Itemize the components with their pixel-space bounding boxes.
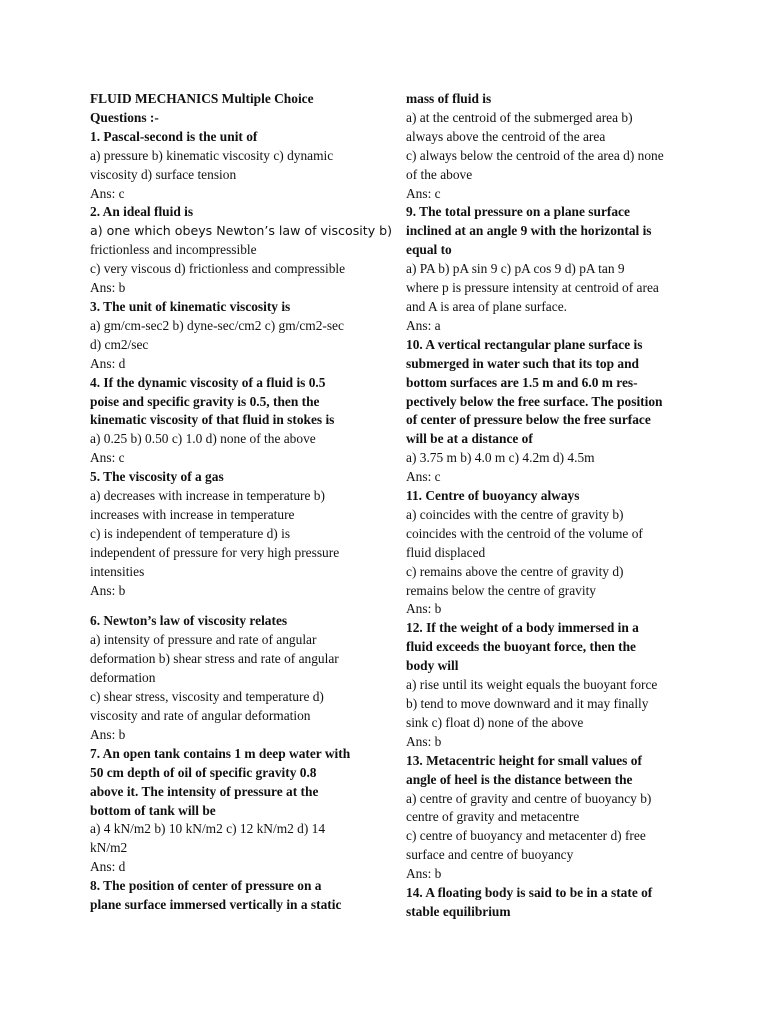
question-text-line: bottom surfaces are 1.5 m and 6.0 m res-	[406, 374, 638, 390]
body-text-line: of the above	[406, 166, 473, 182]
body-text-line: Ans: c	[406, 185, 441, 201]
body-text-line: a) coincides with the centre of gravity b)	[406, 506, 624, 522]
question-text-line: of center of pressure below the free surface	[406, 412, 651, 428]
body-text-line: Ans: b	[90, 280, 126, 296]
body-text-line: c) is independent of temperature d) is	[90, 525, 291, 541]
question-text-line: 5. The viscosity of a gas	[90, 469, 224, 485]
question-text-line: 6. Newton’s law of viscosity relates	[90, 613, 288, 629]
body-text-line: surface and centre of buoyancy	[406, 847, 574, 863]
question-text-line: pectively below the free surface. The position	[406, 393, 663, 409]
body-text-line: remains below the centre of gravity	[406, 582, 596, 598]
body-text-line: a) 4 kN/m2 b) 10 kN/m2 c) 12 kN/m2 d) 14	[90, 821, 326, 837]
question-text-line: plane surface immersed vertically in a static	[90, 897, 342, 913]
question-text-line: above it. The intensity of pressure at the	[90, 783, 319, 799]
question-text-line: fluid exceeds the buoyant force, then the	[406, 639, 636, 655]
question-text-line: 14. A floating body is said to be in a state of	[406, 885, 653, 901]
body-text-line: a) centre of gravity and centre of buoyancy b)	[406, 790, 652, 806]
question-text-line: body will	[406, 658, 459, 674]
body-text-line: c) centre of buoyancy and metacenter d) free	[406, 828, 646, 844]
body-text-line: coincides with the centroid of the volume of	[406, 525, 643, 541]
body-text-line: a) gm/cm-sec2 b) dyne-sec/cm2 c) gm/cm2-sec	[90, 317, 344, 333]
question-text-line: angle of heel is the distance between the	[406, 771, 633, 787]
body-text-line: Ans: b	[90, 726, 126, 742]
body-text-line: always above the centroid of the area	[406, 128, 606, 144]
body-text-line: a) rise until its weight equals the buoyant force	[406, 677, 658, 693]
body-text-line: a) intensity of pressure and rate of angular	[90, 632, 317, 648]
question-text-line: inclined at an angle 9 with the horizontal is	[406, 223, 652, 239]
question-text-line: mass of fluid is	[406, 91, 492, 106]
body-text-line: Ans: c	[90, 450, 125, 466]
body-text-line: increases with increase in temperature	[90, 506, 295, 522]
question-text-line: kinematic viscosity of that fluid in stokes is	[90, 412, 335, 428]
body-text-line: d) cm2/sec	[90, 336, 149, 352]
body-text-line: a) 0.25 b) 0.50 c) 1.0 d) none of the above	[90, 431, 316, 447]
body-text-line: sink c) float d) none of the above	[406, 714, 584, 730]
body-text-line: a) at the centroid of the submerged area b)	[406, 109, 633, 125]
question-text-line: 1. Pascal-second is the unit of	[90, 128, 258, 144]
body-text-line: viscosity and rate of angular deformation	[90, 708, 311, 723]
body-text-line: fluid displaced	[406, 544, 486, 560]
body-text-line: Ans: b	[406, 601, 442, 617]
paragraph-gap	[90, 600, 382, 612]
question-text-line: 4. If the dynamic viscosity of a fluid is 0.5	[90, 374, 326, 390]
question-text-line: submerged in water such that its top and	[406, 355, 639, 371]
body-text-line: c) remains above the centre of gravity d)	[406, 563, 624, 579]
body-text-line: independent of pressure for very high pressure	[90, 544, 340, 560]
question-text-line: FLUID MECHANICS Multiple Choice	[90, 91, 314, 106]
body-text-line: a) 3.75 m b) 4.0 m c) 4.2m d) 4.5m	[406, 450, 595, 466]
right-column	[406, 90, 682, 922]
body-text-line: deformation b) shear stress and rate of angular	[90, 651, 339, 667]
body-text-line: viscosity d) surface tension	[90, 166, 237, 182]
question-text-line: 12. If the weight of a body immersed in a	[406, 620, 639, 636]
body-text-line: c) very viscous d) frictionless and compressible	[90, 261, 346, 277]
body-text-line: intensities	[90, 563, 145, 579]
question-text-line: 3. The unit of kinematic viscosity is	[90, 298, 291, 314]
body-text-line: Ans: b	[406, 866, 442, 882]
question-text-line: poise and specific gravity is 0.5, then the	[90, 393, 320, 409]
question-text-line: equal to	[406, 242, 452, 258]
body-text-line: Ans: b	[406, 733, 442, 749]
body-text-line: Ans: b	[90, 582, 126, 598]
question-text-line: 13. Metacentric height for small values of	[406, 752, 642, 768]
body-text-line: where p is pressure intensity at centroid of area	[406, 280, 659, 296]
body-text-line: Ans: d	[90, 859, 126, 875]
body-text-line: Ans: c	[406, 469, 441, 485]
question-text-line: stable equilibrium	[406, 903, 511, 919]
body-text-line: kN/m2	[90, 840, 128, 856]
body-text-line: a) decreases with increase in temperature b)	[90, 488, 325, 504]
body-text-line: Ans: d	[90, 355, 126, 371]
body-text-line: a) PA b) pA sin 9 c) pA cos 9 d) pA tan 9	[406, 261, 625, 277]
body-text-line: Ans: c	[90, 185, 125, 201]
body-text-line: deformation	[90, 670, 156, 686]
question-text-line: bottom of tank will be	[90, 802, 216, 818]
body-text-line: a) pressure b) kinematic viscosity c) dynamic	[90, 147, 334, 163]
question-text-line: 7. An open tank contains 1 m deep water with	[90, 745, 351, 761]
body-text-line: a) one which obeys Newton’s law of viscosity b)	[90, 223, 393, 239]
left-column	[90, 90, 393, 915]
body-text-line: c) always below the centroid of the area d) none	[406, 147, 664, 163]
question-text-line: 11. Centre of buoyancy always	[406, 488, 580, 504]
question-text-line: Questions :-	[90, 109, 159, 125]
question-text-line: will be at a distance of	[406, 431, 533, 447]
question-text-line: 50 cm depth of oil of specific gravity 0.8	[90, 764, 317, 780]
question-text-line: 8. The position of center of pressure on a	[90, 878, 322, 894]
question-text-line: 2. An ideal fluid is	[90, 204, 194, 220]
body-text-line: frictionless and incompressible	[90, 242, 257, 258]
question-text-line: 9. The total pressure on a plane surface	[406, 204, 630, 220]
body-text-line: b) tend to move downward and it may finally	[406, 696, 649, 711]
body-text-line: Ans: a	[406, 317, 441, 333]
question-text-line: 10. A vertical rectangular plane surface is	[406, 336, 643, 352]
body-text-line: and A is area of plane surface.	[406, 298, 567, 314]
body-text-line: c) shear stress, viscosity and temperature d)	[90, 689, 324, 705]
body-text-line: centre of gravity and metacentre	[406, 809, 580, 825]
